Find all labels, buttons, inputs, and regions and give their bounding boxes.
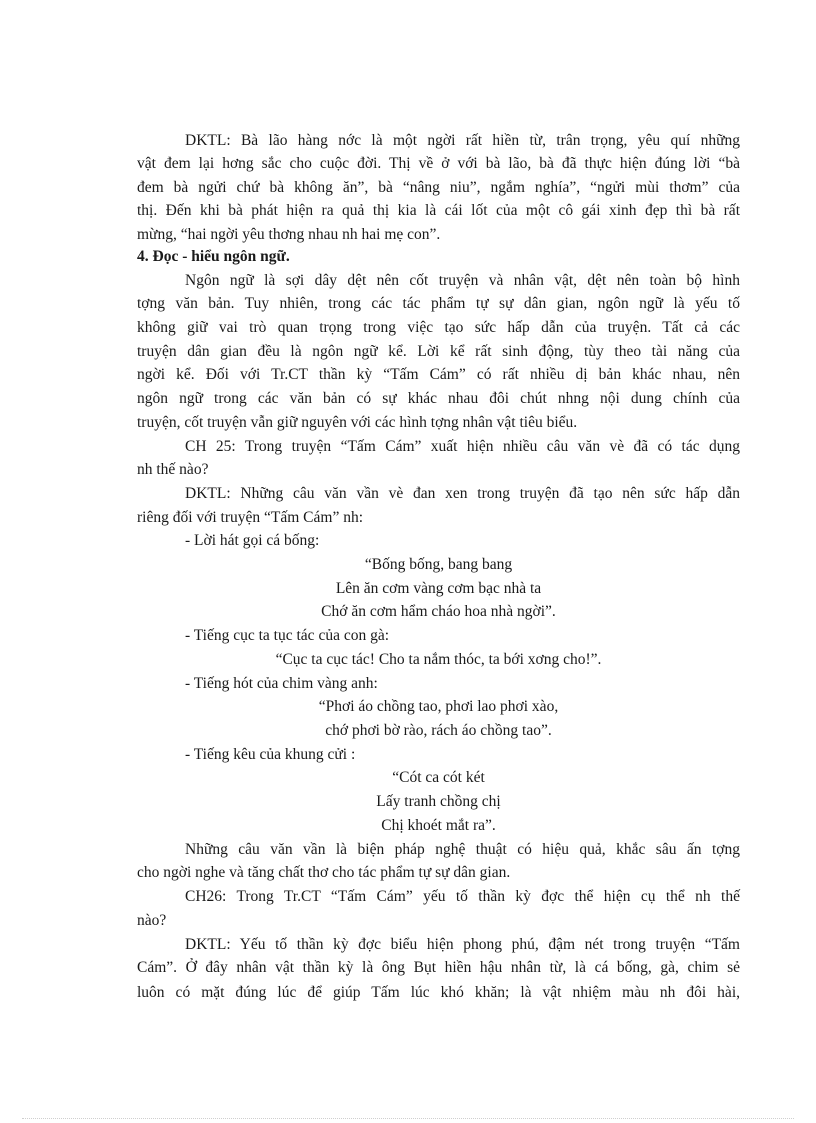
paragraph-first-line: Những câu văn vần là biện pháp nghệ thuật có hiệu quả, khắc sâu ấn tợng	[185, 841, 740, 858]
paragraph-line: không giữ vai trò quan trọng trong việc tạo sức hấp dẫn của truyện. Tất cả các	[137, 319, 740, 336]
paragraph-last-line: riêng đối với truyện “Tấm Cám” nh:	[137, 509, 363, 526]
verse-line: “Cót ca cót két	[392, 769, 485, 786]
paragraph-last-line: nh thế nào?	[137, 461, 209, 478]
paragraph-line: luôn có mặt đúng lúc để giúp Tấm lúc khó khăn; là vật nhiệm màu nh đôi hài,	[137, 984, 740, 1001]
verse-line: Chớ ăn cơm hẩm cháo hoa nhà ngời”.	[321, 603, 556, 620]
paragraph-line: ngời kể. Đối với Tr.CT thần kỳ “Tấm Cám” có rất nhiều dị bản khác nhau, nên	[137, 366, 740, 383]
paragraph-line: đem bà ngửi chứ bà không ăn”, bà “nâng niu”, ngắm nghía”, “ngửi mùi thơm” của	[137, 179, 740, 196]
paragraph-line: thị. Đến khi bà phát hiện ra quả thị kia là cái lốt của một cô gái xinh đẹp thì bà rất	[137, 202, 740, 219]
paragraph-line: ngôn ngữ trong các văn bản có sự khác nhau đôi chút nhng nội dung chính của	[137, 390, 740, 407]
verse-line: “Bống bống, bang bang	[364, 556, 513, 573]
paragraph-first-line: DKTL: Những câu văn vần vè đan xen trong truyện đã tạo nên sức hấp dẫn	[185, 485, 740, 502]
verse-line: Lên ăn cơm vàng cơm bạc nhà ta	[335, 580, 542, 597]
paragraph-last-line: mừng, “hai ngời yêu thơng nhau nh hai mẹ con”.	[137, 226, 441, 243]
paragraph-first-line: CH 25: Trong truyện “Tấm Cám” xuất hiện nhiều câu văn vè đã có tác dụng	[185, 438, 740, 455]
paragraph-line: vật đem lại hơng sắc cho cuộc đời. Thị về ở với bà lão, bà đã thực hiện đúng lời “bà	[137, 155, 740, 172]
verse-line: Lấy tranh chồng chị	[376, 793, 501, 810]
paragraph-first-line: CH26: Trong Tr.CT “Tấm Cám” yếu tố thần kỳ đợc thể hiện cụ thể nh thế	[185, 888, 740, 905]
paragraph-first-line: Ngôn ngữ là sợi dây dệt nên cốt truyện và nhân vật, dệt nên toàn bộ hình	[185, 272, 740, 289]
paragraph-line: truyện dân gian đều là ngôn ngữ kể. Lời kể rất sinh động, tùy theo tài năng của	[137, 343, 740, 360]
paragraph-line: Cám”. Ở đây nhân vật thần kỳ là ông Bụt hiền hậu nhân từ, là cá bống, gà, chim sẻ	[137, 959, 740, 976]
paragraph-last-line: cho ngời nghe và tăng chất thơ cho tác phẩm tự sự dân gian.	[137, 864, 511, 881]
page-bottom-divider	[22, 1118, 794, 1119]
list-item: - Tiếng kêu của khung cửi :	[185, 746, 356, 763]
verse-line: chớ phơi bờ rào, rách áo chồng tao”.	[325, 722, 552, 739]
list-item: - Tiếng hót của chim vàng anh:	[185, 675, 378, 692]
paragraph-last-line: truyện, cốt truyện vẫn giữ nguyên với các hình tợng nhân vật tiêu biểu.	[137, 414, 578, 431]
paragraph-first-line: DKTL: Bà lão hàng nớc là một ngời rất hiền từ, trân trọng, yêu quí những	[185, 132, 740, 149]
section-heading: 4. Đọc - hiểu ngôn ngữ.	[137, 248, 290, 265]
verse-line: “Cục ta cục tác! Cho ta nắm thóc, ta bới xơng cho!”.	[275, 651, 602, 668]
verse-line: Chị khoét mắt ra”.	[381, 817, 496, 834]
list-item: - Tiếng cục ta tục tác của con gà:	[185, 627, 390, 644]
paragraph-first-line: DKTL: Yếu tố thần kỳ đợc biểu hiện phong phú, đậm nét trong truyện “Tấm	[185, 936, 740, 953]
list-item: - Lời hát gọi cá bống:	[185, 532, 320, 549]
paragraph-last-line: nào?	[137, 912, 167, 929]
paragraph-line: tợng văn bản. Tuy nhiên, trong các tác phẩm tự sự dân gian, ngôn ngữ là yếu tố	[137, 295, 740, 312]
verse-line: “Phơi áo chồng tao, phơi lao phơi xào,	[318, 698, 559, 715]
